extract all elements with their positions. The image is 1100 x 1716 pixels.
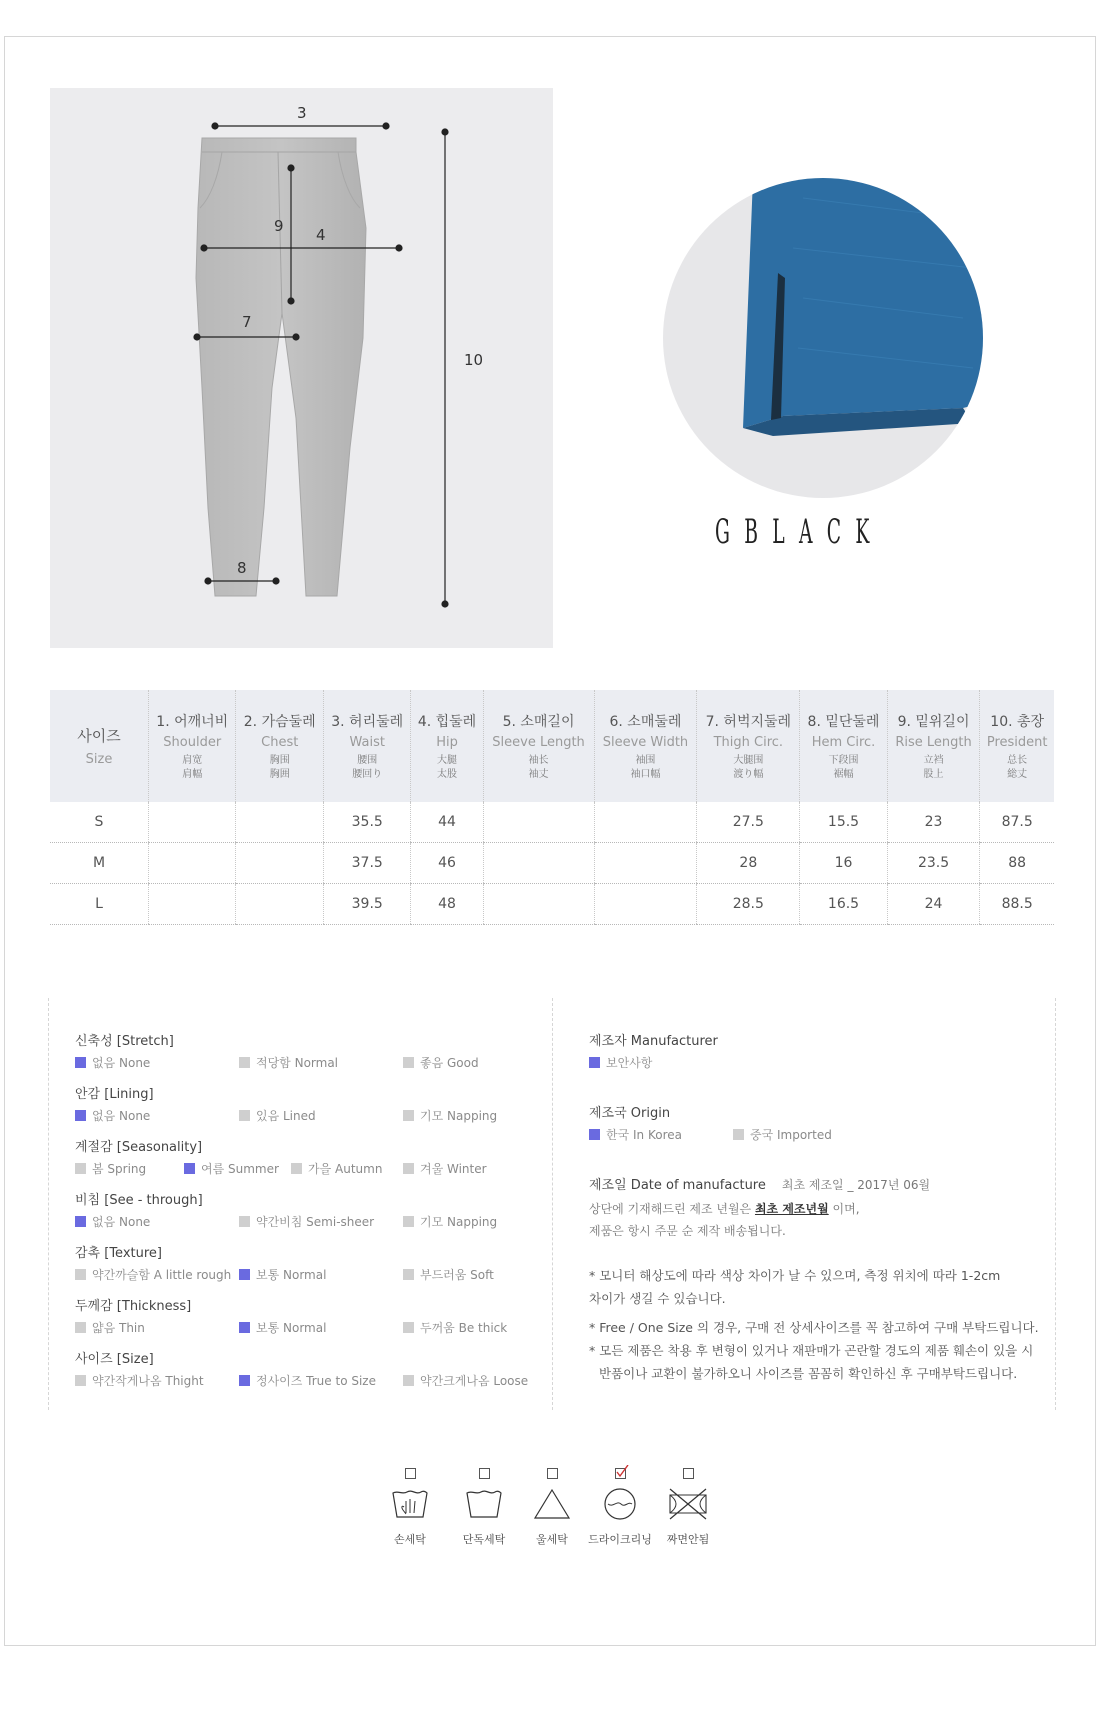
care-label: 손세탁 xyxy=(394,1533,426,1546)
column-header: 5. 소매길이 Sleeve Length 袖长 袖丈 xyxy=(483,690,594,802)
table-cell: 28.5 xyxy=(697,884,800,925)
checkbox-icon xyxy=(403,1269,414,1280)
size-cell: S xyxy=(50,802,149,843)
table-cell: 37.5 xyxy=(323,843,410,884)
table-cell: 46 xyxy=(411,843,483,884)
notice-line: * 모든 제품은 착용 후 변형이 있거나 재판매가 곤란할 경도의 제품 훼손이 있을 시 xyxy=(589,1343,1034,1358)
wash-tub-icon xyxy=(464,1487,504,1521)
option: 두꺼움 Be thick xyxy=(403,1319,507,1336)
column-header: 3. 허리둘레 Waist 腰围 腰回り xyxy=(323,690,410,802)
attr-title: 사이즈 [Size] xyxy=(75,1352,154,1367)
checkbox-icon xyxy=(403,1110,414,1121)
table-cell: 24 xyxy=(887,884,980,925)
checkbox-icon xyxy=(75,1057,86,1068)
size-header-en: Size xyxy=(85,752,113,767)
column-header: 9. 밑위길이 Rise Length 立裆 股上 xyxy=(887,690,980,802)
table-cell xyxy=(594,843,697,884)
notice-line: 차이가 생길 수 있습니다. xyxy=(589,1291,726,1306)
table-cell: 16 xyxy=(800,843,887,884)
table-row xyxy=(50,884,1054,925)
table-cell xyxy=(483,802,594,843)
column-header: 2. 가슴둘레 Chest 胸围 胸囲 xyxy=(236,690,323,802)
attr-title: 두께감 [Thickness] xyxy=(75,1299,192,1314)
table-cell: 16.5 xyxy=(800,884,887,925)
column-header: 6. 소매둘레 Sleeve Width 袖围 袖口幅 xyxy=(594,690,697,802)
option: 겨울 Winter xyxy=(403,1160,487,1177)
measure-label-7: 7 xyxy=(242,313,252,331)
attr-title: 신축성 [Stretch] xyxy=(75,1034,174,1049)
table-cell xyxy=(149,843,236,884)
checkbox-icon xyxy=(75,1375,86,1386)
care-instructions xyxy=(370,1468,740,1568)
pants-measurement-image xyxy=(50,88,553,648)
table-cell xyxy=(149,802,236,843)
date-value: 최초 제조일 _ 2017년 06월 xyxy=(781,1178,931,1192)
table-cell: 44 xyxy=(411,802,483,843)
manufacturer-block xyxy=(589,1030,1059,1072)
origin-korea: 한국 In Korea xyxy=(589,1126,682,1143)
checkbox-icon xyxy=(75,1322,86,1333)
checkbox-icon xyxy=(239,1269,250,1280)
checkbox-icon xyxy=(403,1322,414,1333)
checkbox-icon xyxy=(291,1163,302,1174)
table-cell: 23 xyxy=(887,802,980,843)
manufacturer-value: 보안사항 xyxy=(589,1054,652,1071)
column-header: 4. 힙둘레 Hip 大腿 太股 xyxy=(411,690,483,802)
column-header: 1. 어깨너비 Shoulder 肩宽 肩幅 xyxy=(149,690,236,802)
dry-clean-icon xyxy=(600,1487,640,1521)
option: 가을 Autumn xyxy=(291,1160,382,1177)
attr-see-through xyxy=(75,1189,535,1231)
checkbox-icon xyxy=(75,1163,86,1174)
hem-detail-image xyxy=(663,178,983,498)
checkbox-icon xyxy=(239,1375,250,1386)
care-label: 짜면안됨 xyxy=(666,1533,710,1546)
checkbox-icon xyxy=(184,1163,195,1174)
attribute-list xyxy=(75,1030,535,1401)
table-cell xyxy=(483,884,594,925)
checkbox-icon xyxy=(239,1057,250,1068)
option: 없음 None xyxy=(75,1107,150,1124)
checkbox-icon xyxy=(75,1216,86,1227)
attr-stretch xyxy=(75,1030,535,1072)
option: 좋음 Good xyxy=(403,1054,479,1071)
checkbox-icon xyxy=(403,1057,414,1068)
attr-seasonality xyxy=(75,1136,535,1178)
table-cell xyxy=(236,884,323,925)
care-no-wring xyxy=(648,1468,728,1547)
product-info-box xyxy=(48,998,1056,1410)
option: 약간비침 Semi-sheer xyxy=(239,1213,374,1230)
attr-thickness xyxy=(75,1295,535,1337)
measure-label-8: 8 xyxy=(237,559,247,577)
option: 봄 Spring xyxy=(75,1160,146,1177)
table-row xyxy=(50,843,1054,884)
checkbox-icon xyxy=(479,1468,490,1479)
notice-list xyxy=(589,1264,1059,1385)
option: 얇음 Thin xyxy=(75,1319,145,1336)
checkbox-icon xyxy=(239,1322,250,1333)
checkbox-icon xyxy=(405,1468,416,1479)
checkbox-icon xyxy=(547,1468,558,1479)
table-cell xyxy=(236,843,323,884)
table-cell: 39.5 xyxy=(323,884,410,925)
table-cell xyxy=(149,884,236,925)
notice-line: 반품이나 교환이 불가하오니 사이즈를 꼼꼼히 확인하신 후 구매부탁드립니다. xyxy=(599,1366,1018,1381)
table-cell: 27.5 xyxy=(697,802,800,843)
measure-label-10: 10 xyxy=(464,351,484,369)
column-header: 7. 허벅지둘레 Thigh Circ. 大腿围 渡り幅 xyxy=(697,690,800,802)
manufacturer-title: 제조자 Manufacturer xyxy=(589,1034,718,1049)
table-cell: 35.5 xyxy=(323,802,410,843)
info-divider xyxy=(552,998,553,1410)
wool-wash-icon xyxy=(532,1487,572,1521)
table-cell: 88 xyxy=(980,843,1054,884)
hand-wash-icon xyxy=(390,1487,430,1521)
option: 보통 Normal xyxy=(239,1266,326,1283)
option: 정사이즈 True to Size xyxy=(239,1372,376,1389)
table-cell xyxy=(236,802,323,843)
attr-size xyxy=(75,1348,535,1390)
attr-title: 안감 [Lining] xyxy=(75,1087,154,1102)
origin-block xyxy=(589,1102,1059,1144)
origin-title: 제조국 Origin xyxy=(589,1106,671,1121)
size-cell: L xyxy=(50,884,149,925)
checkbox-icon xyxy=(75,1269,86,1280)
option: 부드러움 Soft xyxy=(403,1266,494,1283)
date-block xyxy=(589,1174,1059,1242)
checkbox-icon xyxy=(403,1216,414,1227)
no-wring-icon xyxy=(666,1487,710,1521)
date-title-row xyxy=(589,1174,1059,1193)
brand-logo: GBLACK xyxy=(715,512,884,552)
checkbox-icon xyxy=(589,1129,600,1140)
attr-texture xyxy=(75,1242,535,1284)
option: 있음 Lined xyxy=(239,1107,316,1124)
checkbox-icon xyxy=(239,1216,250,1227)
size-table xyxy=(50,690,1054,925)
size-header-ko: 사이즈 xyxy=(77,727,121,745)
checkbox-icon xyxy=(75,1110,86,1121)
table-cell: 23.5 xyxy=(887,843,980,884)
date-note: 상단에 기재해드린 제조 년월은 최초 제조년월 이며, xyxy=(589,1202,860,1216)
option: 기모 Napping xyxy=(403,1107,497,1124)
table-cell: 15.5 xyxy=(800,802,887,843)
table-cell: 88.5 xyxy=(980,884,1054,925)
checkbox-icon xyxy=(403,1375,414,1386)
measure-label-9: 9 xyxy=(274,217,284,235)
table-cell: 48 xyxy=(411,884,483,925)
date-title: 제조일 Date of manufacture xyxy=(589,1178,766,1193)
attr-title: 감촉 [Texture] xyxy=(75,1246,162,1261)
option: 약간까슬함 A little rough xyxy=(75,1266,231,1283)
checkbox-icon xyxy=(589,1057,600,1068)
measure-label-4: 4 xyxy=(316,226,326,244)
care-label: 단독세탁 xyxy=(462,1533,506,1546)
table-cell xyxy=(483,843,594,884)
table-cell: 87.5 xyxy=(980,802,1054,843)
attr-lining xyxy=(75,1083,535,1125)
notice-line: * Free / One Size 의 경우, 구매 전 상세사이즈를 꼭 참고하여 구매 부탁드립니다. xyxy=(589,1320,1039,1335)
notice-line: * 모니터 해상도에 따라 색상 차이가 날 수 있으며, 측정 위치에 따라 1-2cm xyxy=(589,1268,1001,1283)
table-cell: 28 xyxy=(697,843,800,884)
checkbox-checked-icon xyxy=(615,1468,626,1479)
date-note-2: 제품은 항시 주문 순 제작 배송됩니다. xyxy=(589,1224,786,1238)
care-hand-wash xyxy=(370,1468,450,1547)
option: 약간작게나옴 Thight xyxy=(75,1372,204,1389)
size-column-header xyxy=(50,690,149,802)
care-label: 울세탁 xyxy=(536,1533,568,1546)
option: 없음 None xyxy=(75,1054,150,1071)
attr-title: 계절감 [Seasonality] xyxy=(75,1140,203,1155)
option: 기모 Napping xyxy=(403,1213,497,1230)
origin-china: 중국 Imported xyxy=(733,1126,832,1143)
table-cell xyxy=(594,802,697,843)
option: 약간크게나옴 Loose xyxy=(403,1372,528,1389)
attr-title: 비침 [See - through] xyxy=(75,1193,203,1208)
option: 없음 None xyxy=(75,1213,150,1230)
table-row xyxy=(50,802,1054,843)
column-header: 10. 총장 President 总长 総丈 xyxy=(980,690,1054,802)
product-meta xyxy=(589,1030,1059,1385)
column-header: 8. 밑단둘레 Hem Circ. 下段围 裾幅 xyxy=(800,690,887,802)
checkbox-icon xyxy=(403,1163,414,1174)
blue-hem-illustration xyxy=(663,178,983,498)
option: 적당함 Normal xyxy=(239,1054,338,1071)
option: 여름 Summer xyxy=(184,1160,279,1177)
size-cell: M xyxy=(50,843,149,884)
table-cell xyxy=(594,884,697,925)
care-label: 드라이크리닝 xyxy=(588,1533,652,1546)
checkbox-icon xyxy=(683,1468,694,1479)
checkbox-icon xyxy=(239,1110,250,1121)
measure-label-3: 3 xyxy=(297,104,307,122)
checkbox-icon xyxy=(733,1129,744,1140)
option: 보통 Normal xyxy=(239,1319,326,1336)
